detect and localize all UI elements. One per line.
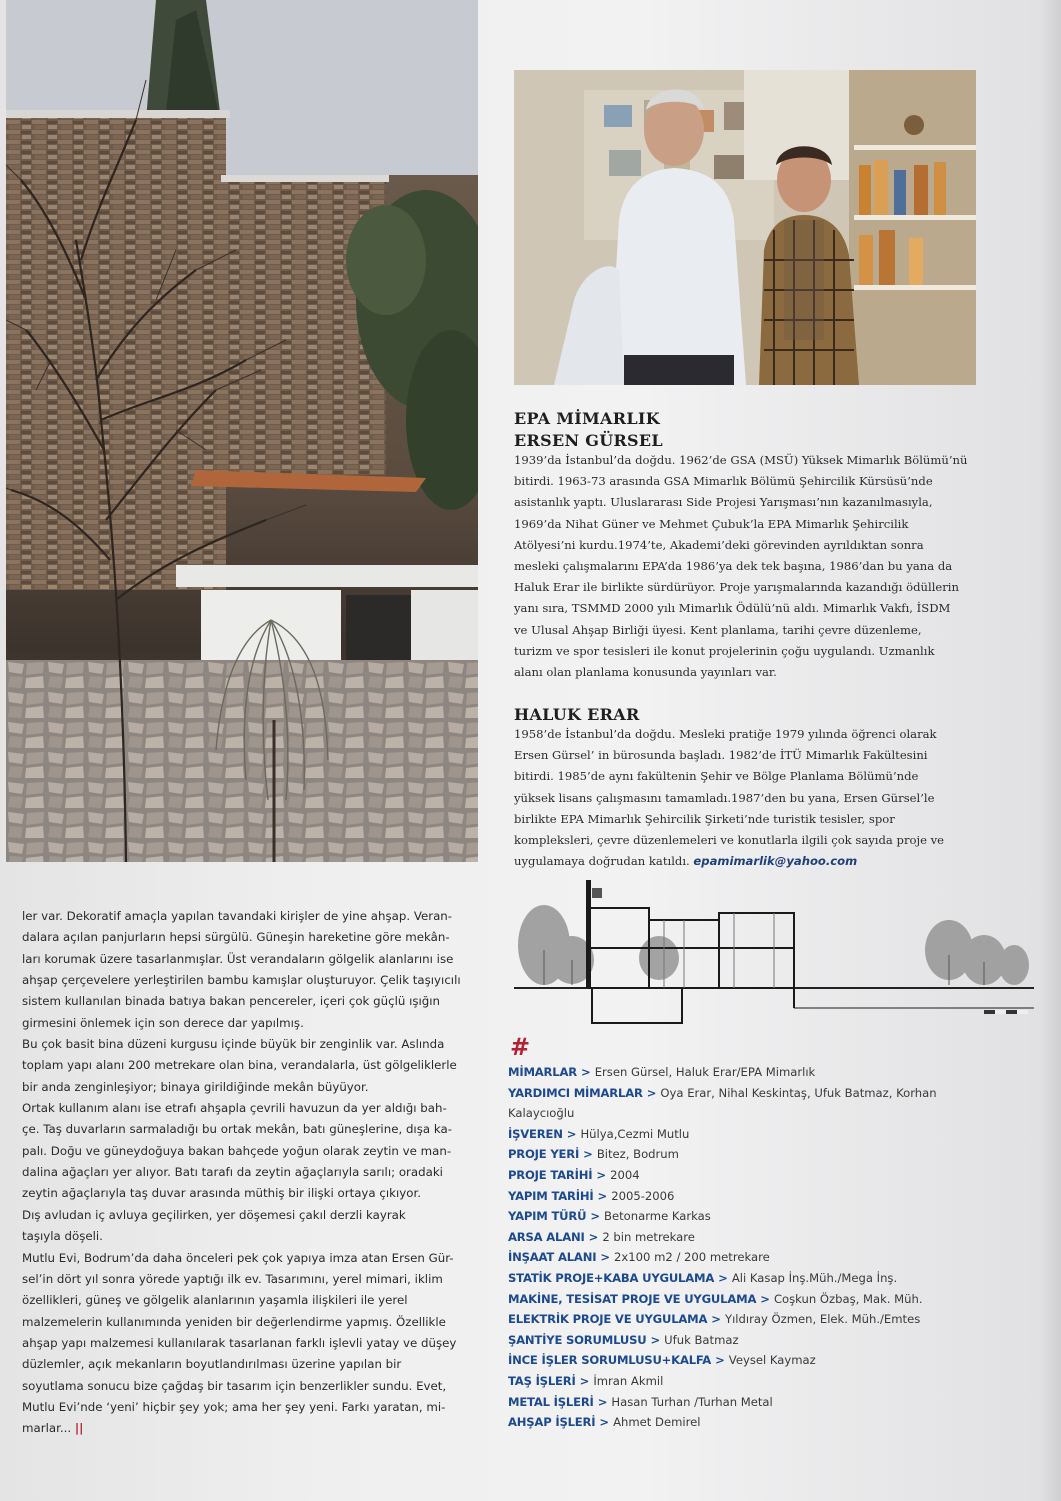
page-edge-shadow (1040, 0, 1061, 1501)
credit-value: Bitez, Bodrum (596, 1147, 679, 1162)
credit-separator: > (715, 1353, 725, 1368)
article-line: Ortak kullanım alanı ise etrafı ahşapla çevrili havuzun da yer aldığı bah- (22, 1101, 447, 1116)
bio-haluk-line: yüksek lisans çalışmasını tamamladı.1987’den bu yana, Ersen Gürsel’le (514, 790, 935, 805)
bio-ersen-line: Atölyesi’ni kurdu.1974’te, Akademi’deki görevinden ayrıldıktan sonra (514, 537, 924, 552)
credit-separator: > (760, 1291, 770, 1306)
credit-value: 2004 (610, 1167, 640, 1182)
house-photo (6, 0, 478, 862)
bio-ersen-line: ve Ulusal Ahşap Birliği üyesi. Kent planlama, tarihi çevre düzenleme, (514, 622, 922, 637)
article-body (22, 906, 472, 1440)
scale-bar-icon (984, 1008, 1030, 1022)
credit-value: Ahmet Demirel (613, 1415, 701, 1430)
credit-key: ŞANTİYE SORUMLUSU (508, 1332, 647, 1347)
article-line: ahşap çerçevelere yerleştirilen bambu kamışlar oluşturuyor. Çelik taşıyıcılı (22, 973, 461, 988)
project-credits (508, 1062, 1008, 1433)
bio-text-haluk (514, 724, 974, 872)
credit-row (508, 1268, 1008, 1289)
credit-key: YAPIM TÜRÜ (508, 1209, 587, 1224)
bio-ersen-line: Haluk Erar ile birlikte sürdürüyor. Proje yarışmalarında kazandığı ödüllerin (514, 580, 959, 595)
credit-value: 2x100 m2 / 200 metrekare (614, 1250, 770, 1265)
article-line: zeytin ağaçlarıyla taş duvar arasında müthiş bir ilişki ortaya çıkıyor. (22, 1186, 421, 1201)
credit-key: METAL İŞLERİ (508, 1394, 594, 1409)
credit-key: ARSA ALANI (508, 1229, 585, 1244)
credit-row (508, 1144, 1008, 1165)
house-illustration (6, 0, 478, 862)
bio-heading-ersen: ERSEN GÜRSEL (514, 431, 663, 450)
article-line: dalina ağaçları yer alıyor. Batı tarafı da zeytin ağaçlarıyla sarılı; oradaki (22, 1165, 443, 1180)
credit-row (508, 1371, 1008, 1392)
article-line: sel’in dört yıl sonra yörede yaptığı ilk ev. Tasarımını, yerel mimari, iklim (22, 1271, 443, 1286)
credit-value: Betonarme Karkas (604, 1209, 711, 1224)
article-line: Mutlu Evi’nde ‘yeni’ hiçbir şey yok; ama her şey yeni. Farkı yaratan, mi- (22, 1399, 446, 1414)
credit-row (508, 1392, 1008, 1413)
credit-separator: > (650, 1332, 661, 1347)
email-link[interactable]: epamimarlik@yahoo.com (693, 854, 858, 869)
article-line: özellikleri, güneş ve gölgelik alanlarının yaşamla ilişkileri ile yerel (22, 1293, 408, 1308)
credit-value: Ersen Gürsel, Haluk Erar/EPA Mimarlık (594, 1065, 816, 1079)
credit-separator: > (590, 1209, 601, 1224)
credit-row (508, 1412, 1008, 1433)
credit-separator: > (599, 1415, 610, 1430)
credit-separator: > (597, 1188, 608, 1203)
bio-haluk-last-line: uygulamaya doğrudan katıldı. (514, 854, 690, 869)
credit-separator: > (596, 1167, 607, 1182)
credit-row (508, 1062, 1008, 1083)
credit-key: AHŞAP İŞLERİ (508, 1415, 596, 1430)
credit-value: Oya Erar, Nihal Keskintaş, Ufuk Batmaz, Korhan (660, 1085, 937, 1100)
credit-separator: > (646, 1085, 657, 1100)
article-line: ları korumak üzere tasarlanmışlar. Üst verandaların gölgelik alanlarını ise (22, 951, 454, 966)
credit-row (508, 1103, 1008, 1124)
credit-key: PROJE TARİHİ (508, 1167, 593, 1182)
credit-value: Ufuk Batmaz (664, 1332, 739, 1347)
credit-key: STATİK PROJE+KABA UYGULAMA (508, 1270, 715, 1285)
bio-haluk-line: Ersen Gürsel’ in bürosunda başladı. 1982’de İTÜ Mimarlık Fakültesini (514, 748, 928, 763)
credit-value: Coşkun Özbaş, Mak. Müh. (773, 1291, 923, 1306)
credit-key: MİMARLAR (508, 1065, 577, 1079)
credit-separator: > (566, 1126, 577, 1141)
architects-illustration (514, 70, 976, 385)
credit-row (508, 1289, 1008, 1310)
article-line: ahşap yapı malzemesi kullanılarak tasarlanan farklı işlevli yatay ve düşey (22, 1335, 457, 1350)
credit-key: YARDIMCI MİMARLAR (508, 1085, 643, 1100)
article-line: ler var. Dekoratif amaçla yapılan tavandaki kirişler de yine ahşap. Veran- (22, 909, 453, 923)
article-line: Bu çok basit bina düzeni kurgusu içinde büyük bir zenginlik var. Aslında (22, 1037, 445, 1052)
bio-haluk-line: 1958’de İstanbul’da doğdu. Mesleki pratiğe 1979 yılında öğrenci olarak (514, 727, 937, 741)
credit-row (508, 1186, 1008, 1207)
article-line: malzemelerin kullanımında yeniden bir değerlendirme yapmış. Özellikle (22, 1314, 446, 1329)
credit-key: ELEKTRİK PROJE VE UYGULAMA (508, 1312, 708, 1327)
bio-haluk-line: birlikte EPA Mimarlık Şehircilik Şirketi’nde turistik tesisler, spor (514, 811, 895, 826)
article-line: soyutlama sonucu bize çağdaş bir tasarım için benzerlikler sundu. Evet, (22, 1378, 447, 1393)
bio-haluk-line: kompleksleri, çevre düzenlemeleri ve konutlarla ilgili çok sayıda proje ve (514, 833, 945, 848)
credit-row (508, 1350, 1008, 1371)
building-section-drawing (514, 880, 1034, 1025)
bio-heading-firm: EPA MİMARLIK (514, 409, 660, 428)
credit-row (508, 1247, 1008, 1268)
credits-hash-mark: # (510, 1033, 531, 1061)
credit-value: 2005-2006 (611, 1188, 675, 1203)
bio-ersen-line: 1969’da Nihat Güner ve Mehmet Çubuk’la EPA Mimarlık Şehircilik (514, 516, 909, 531)
article-line: sistem kullanılan binada batıya bakan pencereler, içeri çok güçlü ışığın (22, 994, 441, 1009)
bio-text-ersen (514, 450, 974, 683)
article-line: Dış avludan iç avluya geçilirken, yer döşemesi çakıl derzli kayrak (22, 1207, 406, 1222)
architects-photo (514, 70, 976, 385)
bio-ersen-line: bitirdi. 1963-73 arasında GSA Mimarlık Bölümü Şehircilik Kürsüsü’nde (514, 474, 933, 489)
credit-row (508, 1165, 1008, 1186)
credit-key: PROJE YERİ (508, 1147, 580, 1162)
credit-value: Kalaycıoğlu (508, 1106, 575, 1121)
credit-row (508, 1124, 1008, 1145)
credit-value: Hülya,Cezmi Mutlu (580, 1126, 690, 1141)
credit-separator: > (711, 1312, 721, 1327)
credit-key: YAPIM TARİHİ (508, 1188, 594, 1203)
bio-ersen-line: yanı sıra, TSMMD 2000 yılı Mimarlık Ödülü’nü aldı. Mimarlık Vakfı, İSDM (514, 601, 951, 616)
credit-separator: > (583, 1147, 593, 1162)
credit-value: Veysel Kaymaz (728, 1353, 816, 1368)
bio-haluk-line: bitirdi. 1985’de aynı fakültenin Şehir ve Bölge Planlama Bölümü’nde (514, 769, 919, 784)
article-end-mark: || (74, 1421, 84, 1436)
credit-row (508, 1227, 1008, 1248)
article-line: çe. Taş duvarların sarmaladığı bu ortak mekân, batı güneşlerine, dışa ka- (22, 1122, 452, 1137)
article-line: bir anda zenginleşiyor; binaya girildiğinde mekân büyüyor. (22, 1079, 369, 1094)
bio-ersen-line: turizm ve spor tesisleri ile konut projelerinin çoğu uygulandı. Uzmanlık (514, 643, 935, 658)
credit-row (508, 1206, 1008, 1227)
article-last-line: marlar... (22, 1421, 72, 1436)
credit-row (508, 1330, 1008, 1351)
article-line: taşıyla döşeli. (22, 1229, 103, 1244)
credit-row (508, 1083, 1008, 1104)
credit-value: Yıldıray Özmen, Elek. Müh./Emtes (725, 1312, 921, 1327)
article-line: toplam yapı alanı 200 metrekare olan bina, verandalarla, üst gölgeliklerle (22, 1058, 457, 1073)
credit-value: Hasan Turhan /Turhan Metal (611, 1394, 773, 1409)
article-line: düzlemler, açık mekanların boyutlandırılması üzerine yapılan bir (22, 1357, 402, 1372)
credit-separator: > (580, 1065, 591, 1079)
credit-value: İmran Akmil (593, 1373, 664, 1388)
credit-row (508, 1309, 1008, 1330)
credit-separator: > (600, 1250, 611, 1265)
bio-heading-haluk: HALUK ERAR (514, 705, 640, 724)
credit-separator: > (588, 1229, 599, 1244)
credit-separator: > (579, 1373, 590, 1388)
credit-key: İNCE İŞLER SORUMLUSU+KALFA (508, 1353, 712, 1368)
bio-ersen-line: mesleki çalışmalarını EPA’da 1986’ya dek tek başına, 1986’dan bu yana da (514, 559, 953, 574)
bio-ersen-line: alanı olan planlama konusunda yayınları var. (514, 665, 777, 680)
credit-separator: > (597, 1394, 608, 1409)
bio-ersen-line: asistanlık yaptı. Uluslararası Side Projesi Yarışması’nın kazanılmasıyla, (514, 495, 933, 510)
article-line: girmesini önlemek için son derece dar yapılmış. (22, 1015, 304, 1030)
article-line: Mutlu Evi, Bodrum’da daha önceleri pek çok yapıya imza atan Ersen Gür- (22, 1250, 454, 1265)
credit-value: Ali Kasap İnş.Müh./Mega İnş. (731, 1270, 898, 1285)
credit-key: TAŞ İŞLERİ (508, 1373, 576, 1388)
article-line: dalara açılan panjurların hepsi sürgülü. Güneşin hareketine göre mekân- (22, 930, 450, 945)
credit-key: İŞVEREN (508, 1126, 563, 1141)
article-line: palı. Doğu ve güneydoğuya bakan bahçede yoğun olarak zeytin ve man- (22, 1143, 452, 1158)
credit-key: MAKİNE, TESİSAT PROJE VE UYGULAMA (508, 1291, 757, 1306)
credit-separator: > (718, 1270, 728, 1285)
credit-key: İNŞAAT ALANI (508, 1250, 597, 1265)
credit-value: 2 bin metrekare (602, 1229, 695, 1244)
bio-ersen-line: 1939’da İstanbul’da doğdu. 1962’de GSA (MSÜ) Yüksek Mimarlık Bölümü’nü (514, 453, 968, 467)
